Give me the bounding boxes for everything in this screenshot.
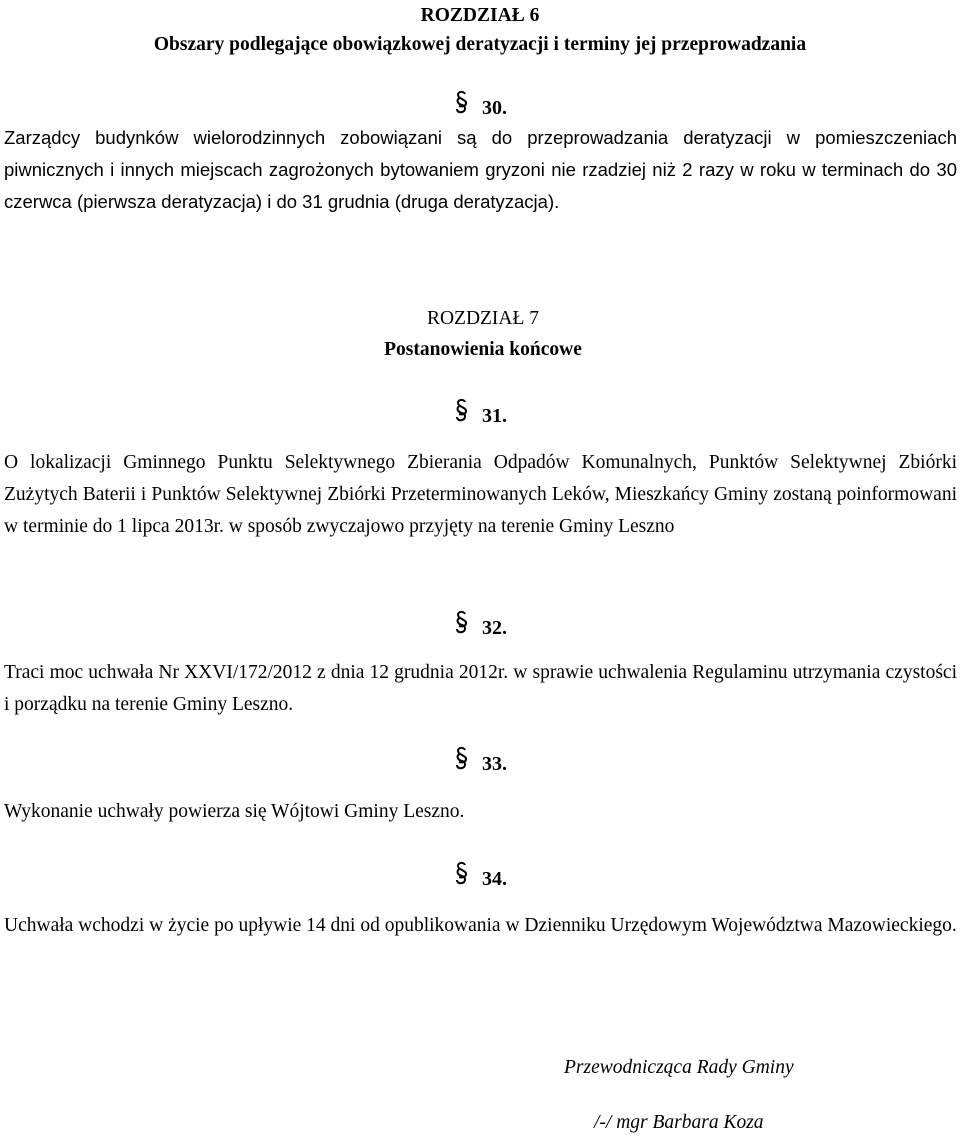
section-31-text bbox=[4, 447, 957, 543]
section-sign-icon bbox=[456, 398, 468, 422]
section-32-number: 32. bbox=[482, 617, 507, 639]
section-34-marker bbox=[456, 861, 507, 891]
section-sign-icon bbox=[456, 861, 468, 885]
section-33-paragraph: Wykonanie uchwały powierza się Wójtowi Gminy Leszno. bbox=[4, 801, 465, 822]
section-34-number: 34. bbox=[482, 868, 507, 890]
section-33-marker bbox=[456, 746, 507, 776]
section-31-marker bbox=[456, 398, 507, 428]
section-sign-icon bbox=[456, 746, 468, 770]
section-34-paragraph: Uchwała wchodzi w życie po upływie 14 dni od opublikowania w Dzienniku Urzędowym Województwa Mazowieckiego. bbox=[4, 915, 957, 936]
signature-role: Przewodnicząca Rady Gminy bbox=[564, 1057, 794, 1078]
section-sign-icon bbox=[456, 90, 468, 114]
chapter-6-heading: ROZDZIAŁ 6 bbox=[420, 5, 540, 26]
section-30-text bbox=[4, 122, 957, 218]
section-31-paragraph: O lokalizacji Gminnego Punktu Selektywnego Zbierania Odpadów Komunalnych, Punktów Selektywnej Zbiórki Zużytych Baterii i Punktów Selektywnej Zbiórki Przeterminowanych Leków, Mieszkańcy Gminy zostaną poinformowani w terminie do 1 lipca 2013r. w sposób zwyczajowo przyjęty na terenie Gminy Leszno bbox=[4, 452, 957, 537]
section-sign-icon bbox=[456, 610, 468, 634]
chapter-7-title: Postanowienia końcowe bbox=[384, 339, 582, 360]
chapter-6-title: Obszary podlegające obowiązkowej deratyzacji i terminy jej przeprowadzania bbox=[153, 34, 807, 55]
signature-name: /-/ mgr Barbara Koza bbox=[594, 1112, 764, 1133]
section-32-paragraph: Traci moc uchwała Nr XXVI/172/2012 z dnia 12 grudnia 2012r. w sprawie uchwalenia Regulaminu utrzymania czystości i porządku na terenie Gminy Leszno. bbox=[4, 662, 957, 715]
chapter-7-heading: ROZDZIAŁ 7 bbox=[426, 308, 540, 329]
section-30-number: 30. bbox=[482, 97, 507, 119]
section-32-marker bbox=[456, 610, 507, 640]
section-34-text bbox=[4, 910, 957, 942]
section-30-paragraph: Zarządcy budynków wielorodzinnych zobowiązani są do przeprowadzania deratyzacji w pomieszczeniach piwnicznych i innych miejscach zagrożonych bytowaniem gryzoni nie rzadziej niż 2 razy w roku w terminach do 30 czerwca (pierwsza deratyzacja) i do 31 grudnia (druga deratyzacja). bbox=[4, 127, 957, 212]
section-32-text bbox=[4, 657, 957, 721]
section-33-text bbox=[4, 796, 957, 828]
section-30-marker bbox=[456, 90, 507, 120]
section-33-number: 33. bbox=[482, 753, 507, 775]
section-31-number: 31. bbox=[482, 405, 507, 427]
